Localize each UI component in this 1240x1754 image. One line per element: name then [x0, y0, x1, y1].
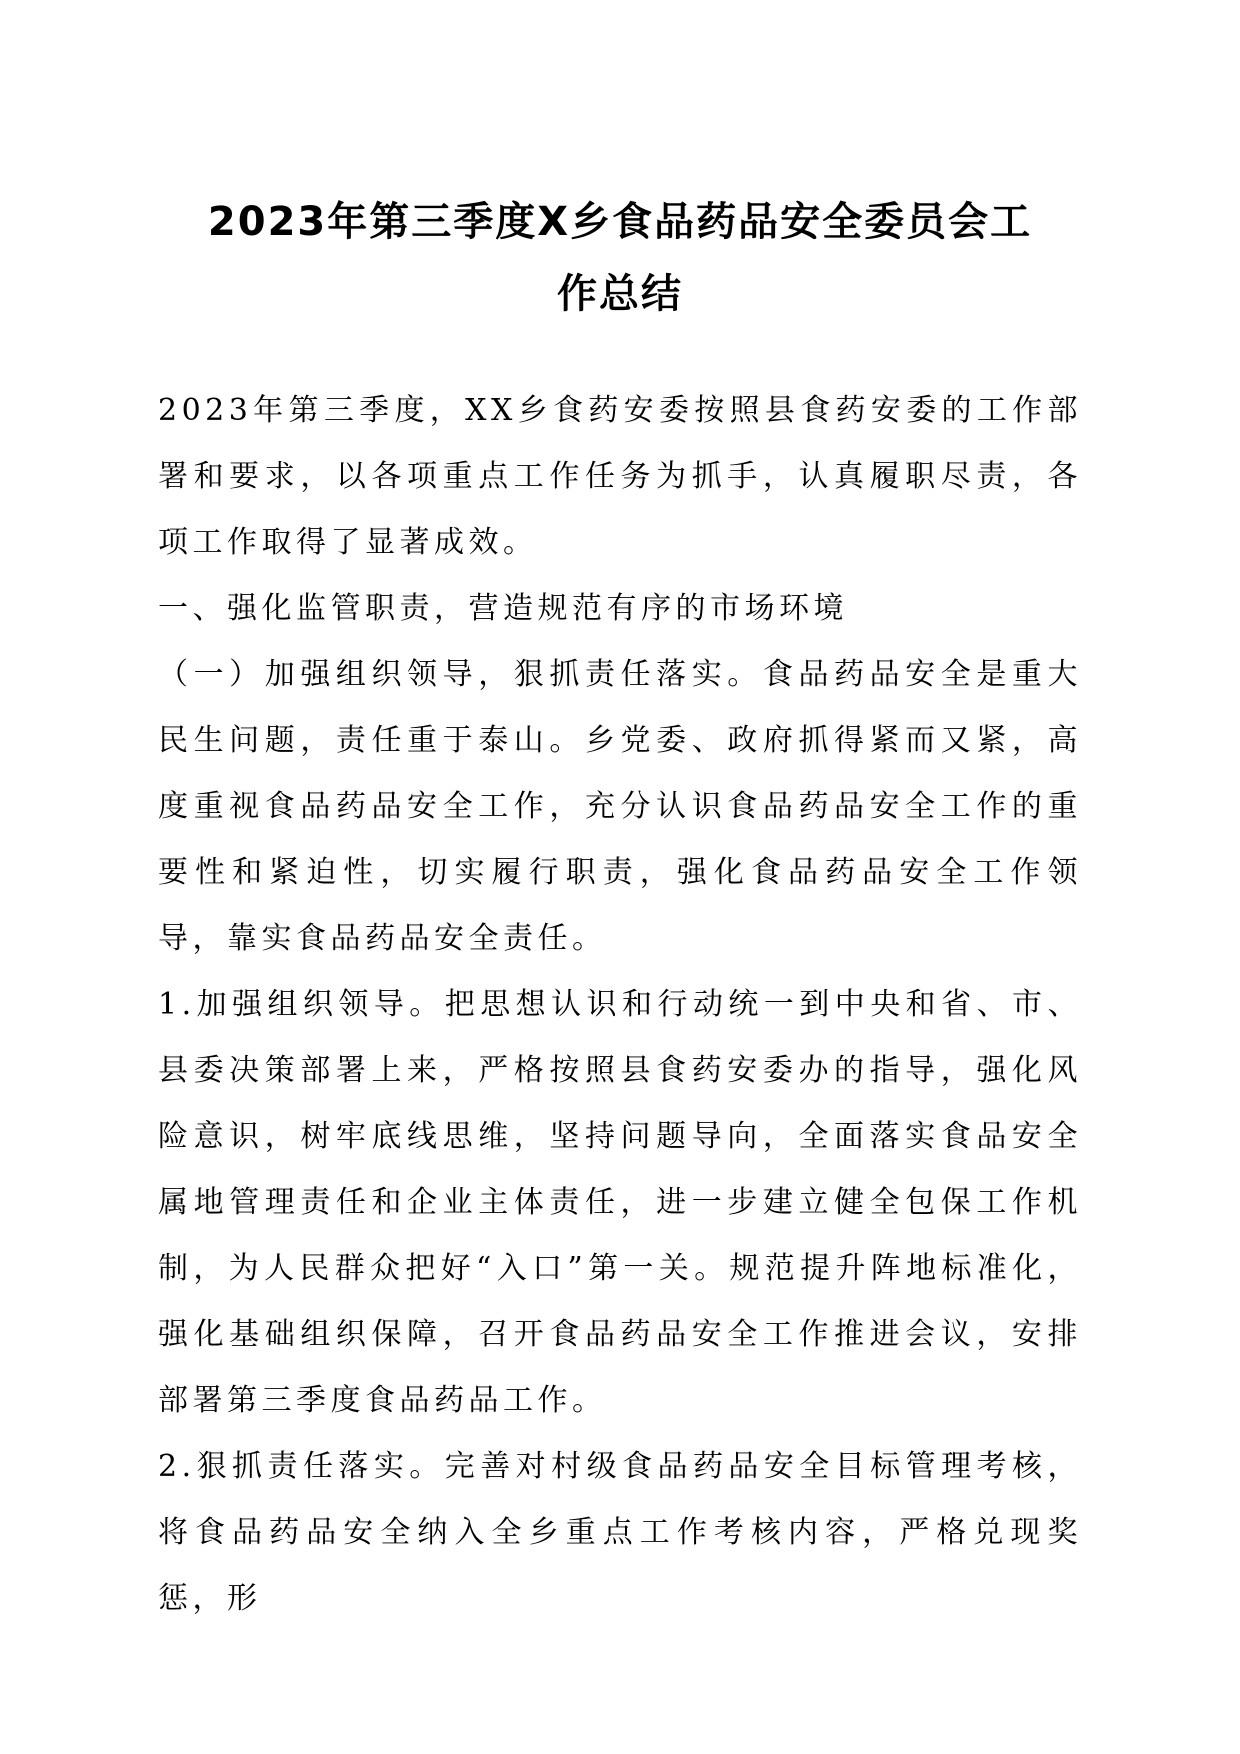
document-title-line-1: 2023年第三季度X乡食品药品安全委员会工	[207, 199, 1033, 245]
document-title	[150, 186, 1090, 330]
subsection-paragraph-1: （一）加强组织领导，狠抓责任落实。食品药品安全是重大民生问题，责任重于泰山。乡党委、政府抓得紧而又紧，高度重视食品药品安全工作，充分认识食品药品安全工作的重要性和紧迫性，切实履行职责，强化食品药品安全工作领导，靠实食品药品安全责任。	[158, 657, 1082, 956]
document-title-line-2: 作总结	[557, 271, 683, 317]
intro-paragraph: 2023年第三季度，XX乡食药安委按照县食药安委的工作部署和要求，以各项重点工作任务为抓手，认真履职尽责，各项工作取得了显著成效。	[158, 393, 1082, 560]
numbered-paragraph-2: 2.狠抓责任落实。完善对村级食品药品安全目标管理考核，将食品药品安全纳入全乡重点工作考核内容，严格兑现奖惩，形	[158, 1449, 1082, 1616]
document-body	[158, 378, 1082, 1632]
numbered-paragraph-1: 1.加强组织领导。把思想认识和行动统一到中央和省、市、县委决策部署上来，严格按照县食药安委办的指导，强化风险意识，树牢底线思维，坚持问题导向，全面落实食品安全属地管理责任和企业主体责任，进一步建立健全包保工作机制，为人民群众把好“入口”第一关。规范提升阵地标准化，强化基础组织保障，召开食品药品安全工作推进会议，安排部署第三季度食品药品工作。	[158, 987, 1082, 1418]
section-heading-1: 一、强化监管职责，营造规范有序的市场环境	[158, 591, 848, 626]
